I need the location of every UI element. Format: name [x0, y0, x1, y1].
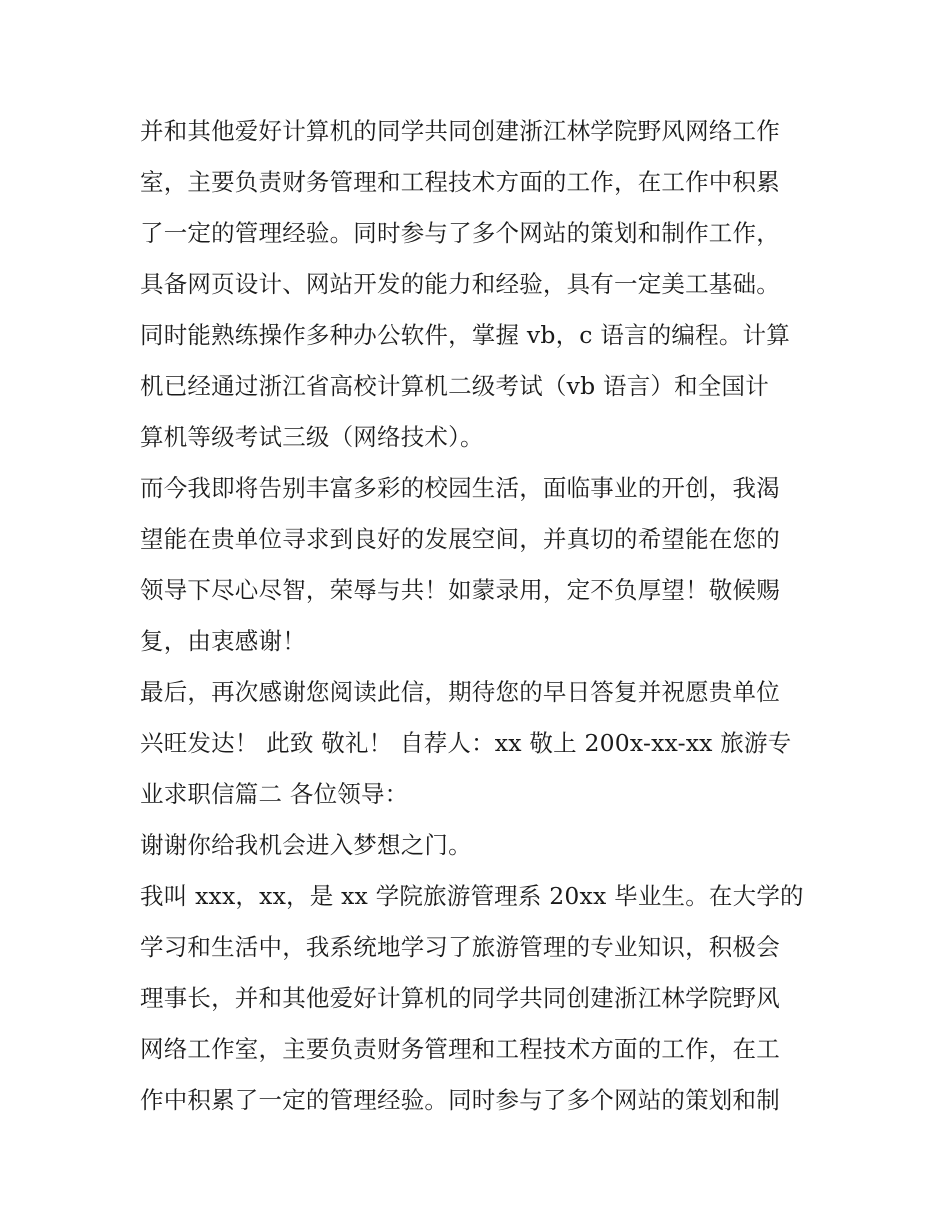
text-line: 兴旺发达！ 此致 敬礼！ 自荐人：xx 敬上 200x-xx-xx 旅游专 — [140, 729, 792, 757]
text-line: 望能在贵单位寻求到良好的发展空间，并真切的希望能在您的 — [140, 525, 780, 553]
text-line: 算机等级考试三级（网络技术）。 — [140, 423, 484, 451]
text-line: 了一定的管理经验。同时参与了多个网站的策划和制作工作， — [140, 219, 780, 247]
text-line: 同时能熟练操作多种办公软件，掌握 vb，c 语言的编程。计算 — [140, 321, 790, 349]
text-line: 具备网页设计、网站开发的能力和经验，具有一定美工基础。 — [140, 270, 780, 298]
text-line: 谢谢你给我机会进入梦想之门。 — [140, 831, 472, 859]
text-line: 室，主要负责财务管理和工程技术方面的工作，在工作中积累 — [140, 168, 780, 196]
text-line: 机已经通过浙江省高校计算机二级考试（vb 语言）和全国计 — [140, 372, 769, 400]
text-line: 业求职信篇二 各位领导： — [140, 780, 409, 808]
text-line: 学习和生活中，我系统地学习了旅游管理的专业知识，积极会 — [140, 933, 780, 961]
text-line: 而今我即将告别丰富多彩的校园生活，面临事业的开创，我渴 — [140, 474, 780, 502]
document-body — [140, 106, 820, 1126]
text-line: 网络工作室，主要负责财务管理和工程技术方面的工作，在工 — [140, 1035, 780, 1063]
text-line: 并和其他爱好计算机的同学共同创建浙江林学院野风网络工作 — [140, 117, 780, 145]
text-line: 最后，再次感谢您阅读此信，期待您的早日答复并祝愿贵单位 — [140, 678, 780, 706]
text-line: 领导下尽心尽智，荣辱与共！如蒙录用，定不负厚望！敬候赐 — [140, 576, 780, 604]
text-line: 我叫 xxx，xx，是 xx 学院旅游管理系 20xx 毕业生。在大学的 — [140, 882, 804, 910]
text-line: 理事长，并和其他爱好计算机的同学共同创建浙江林学院野风 — [140, 984, 780, 1012]
text-line: 复，由衷感谢！ — [140, 627, 306, 655]
text-line: 作中积累了一定的管理经验。同时参与了多个网站的策划和制 — [140, 1086, 780, 1114]
